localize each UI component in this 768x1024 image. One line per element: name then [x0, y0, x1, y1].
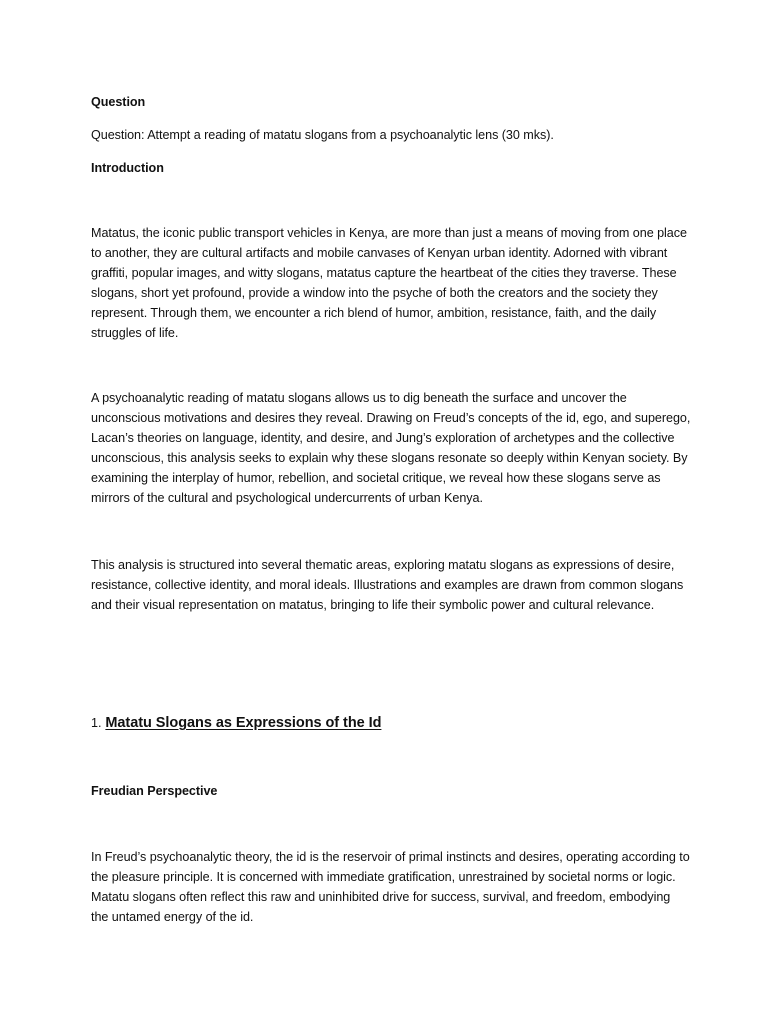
section-1-paragraph: In Freud’s psychoanalytic theory, the id is the reservoir of primal instincts and desires, operating according to the pleasure principle. It is concerned with immediate gratification, unrestrained by societal norms or logic. Matatu slogans often reflect this raw and uninhibited drive for success, survival, and freedom, embodying the untamed energy of the id. — [91, 850, 690, 924]
freudian-perspective-heading: Freudian Perspective — [91, 784, 218, 798]
intro-paragraph-3: This analysis is structured into several thematic areas, exploring matatu slogans as expressions of desire, resistance, collective identity, and moral ideals. Illustrations and examples are drawn from common slogans and their visual representation on matatus, bringing to life their symbolic power and cultural relevance. — [91, 558, 684, 612]
section-1-number: 1. — [91, 716, 102, 730]
question-text: Question: Attempt a reading of matatu slogans from a psychoanalytic lens (30 mks). — [91, 128, 554, 142]
intro-paragraph-1: Matatus, the iconic public transport vehicles in Kenya, are more than just a means of moving from one place to another, they are cultural artifacts and mobile canvases of Kenyan urban identity. Adorned with vibrant graffiti, popular images, and witty slogans, matatus capture the heartbeat of the cities they traverse. These slogans, short yet profound, provide a window into the psyche of both the creators and the society they represent. Through them, we encounter a rich blend of humor, ambition, resistance, faith, and the daily struggles of life. — [91, 226, 687, 340]
section-1-heading — [91, 712, 691, 734]
section-1-title: Matatu Slogans as Expressions of the Id — [105, 715, 382, 731]
intro-paragraph-2: A psychoanalytic reading of matatu slogans allows us to dig beneath the surface and uncover the unconscious motivations and desires they reveal. Drawing on Freud’s concepts of the id, ego, and superego, Lacan’s theories on language, identity, and desire, and Jung’s exploration of archetypes and the collective unconscious, this analysis seeks to explain why these slogans resonate so deeply within Kenyan society. By examining the interplay of humor, rebellion, and societal critique, we reveal how these slogans serve as mirrors of the cultural and psychological undercurrents of urban Kenya. — [91, 391, 691, 505]
question-heading: Question — [91, 95, 146, 109]
introduction-heading: Introduction — [91, 161, 164, 175]
